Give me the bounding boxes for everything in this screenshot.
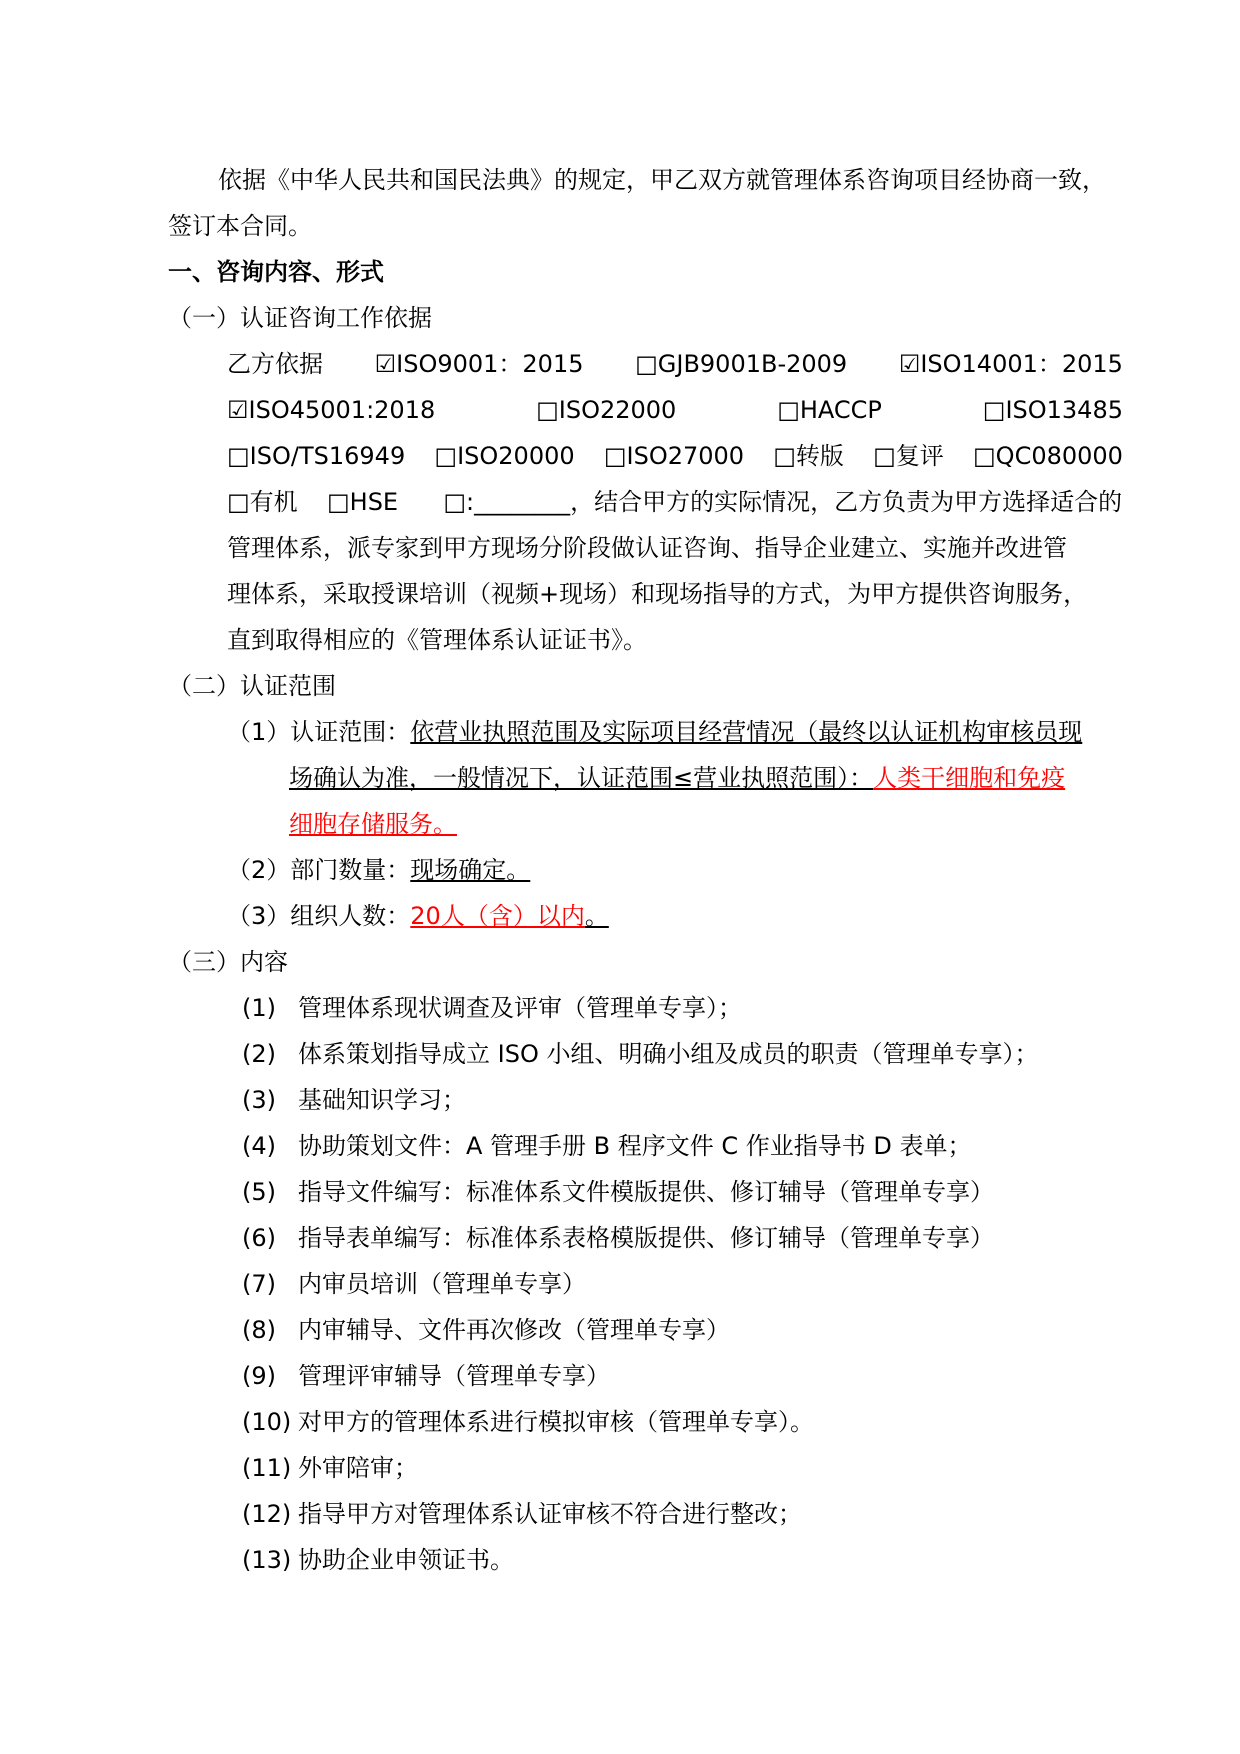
basis-para-line-3: 直到取得相应的《管理体系认证证书》。 [227,626,647,654]
list-item [242,1499,802,1529]
list-item-number: (6) [242,1224,276,1252]
list-item [242,993,742,1023]
checkbox-organic[interactable]: □有机 [227,488,298,516]
list-item [242,1361,610,1391]
basis-row-4-text: ，结合甲方的实际情况，乙方负责为甲方选择适合的 [570,488,1123,516]
intro-line-2: 签订本合同。 [168,212,312,240]
list-item-text: 内审员培训（管理单专享） [298,1270,586,1298]
scope-label: （1）认证范围： [227,718,411,746]
basis-row-4 [227,487,1122,517]
basis-row-1 [227,349,1123,379]
checkbox-iso20000[interactable]: □ISO20000 [434,442,575,470]
scope-red-text-1: 人类干细胞和免疫 [873,764,1066,792]
section-1-title: 一、咨询内容、形式 [168,258,384,286]
list-item-number: (4) [242,1132,276,1160]
list-item-number: (3) [242,1086,276,1114]
people-count-label: （3）组织人数： [227,902,411,930]
list-item-text: 基础知识学习； [298,1086,466,1114]
list-item [242,1223,994,1253]
sub-1-title: （一）认证咨询工作依据 [168,304,432,332]
scope-red-text-2: 细胞存储服务。 [289,810,457,838]
checkbox-iso22000[interactable]: □ISO22000 [536,396,677,424]
list-item-number: (2) [242,1040,276,1068]
list-item-text: 内审辅导、文件再次修改（管理单专享） [298,1316,730,1344]
scope-line-3 [289,809,457,839]
list-item [242,1453,418,1483]
basis-para-line-2: 理体系，采取授课培训（视频+现场）和现场指导的方式，为甲方提供咨询服务， [227,580,1088,608]
scope-text-1: 依营业执照范围及实际项目经营情况（最终以认证机构审核员现 [410,718,1083,746]
checkbox-gjb9001b[interactable]: □GJB9001B-2009 [635,350,848,378]
list-item-text: 指导甲方对管理体系认证审核不符合进行整改； [298,1500,802,1528]
list-item [242,1039,1038,1069]
list-item [242,1085,466,1115]
list-item-number: (8) [242,1316,276,1344]
list-item [242,1269,586,1299]
checkbox-iso14001[interactable]: ☑ISO14001：2015 [898,350,1123,378]
people-count-value: 20人（含）以内 [410,902,585,930]
checkbox-iso45001[interactable]: ☑ISO45001:2018 [227,396,436,424]
checkbox-iso27000[interactable]: □ISO27000 [603,442,745,470]
scope-line-1 [227,717,1082,747]
list-item [242,1545,514,1575]
list-item-number: (10) [242,1408,292,1436]
list-item-text: 体系策划指导成立 ISO 小组、明确小组及成员的职责（管理单专享）； [298,1040,1039,1068]
list-item [242,1131,972,1161]
dept-count-line [227,855,530,885]
basis-row-2 [227,395,1123,425]
basis-row-3 [227,441,1123,471]
list-item-text: 指导表单编写：标准体系表格模版提供、修订辅导（管理单专享） [298,1224,994,1252]
list-item-number: (1) [242,994,276,1022]
intro-line-1: 依据《中华人民共和国民法典》的规定，甲乙双方就管理体系咨询项目经协商一致， [218,166,1106,194]
checkbox-iso-ts16949[interactable]: □ISO/TS16949 [227,442,406,470]
checkbox-haccp[interactable]: □HACCP [777,396,882,424]
checkbox-hse[interactable]: □HSE [326,488,399,516]
checkbox-iso9001[interactable]: ☑ISO9001：2015 [374,350,584,378]
list-item-text: 协助企业申领证书。 [298,1546,514,1574]
checkbox-qc080000[interactable]: □QC080000 [973,442,1123,470]
scope-text-2: 场确认为准，一般情况下，认证范围≤营业执照范围）： [289,764,874,792]
list-item-number: (13) [242,1546,292,1574]
list-item-number: (11) [242,1454,292,1482]
list-item [242,1407,814,1437]
people-count-end: 。 [584,902,609,930]
scope-line-2 [289,763,1065,793]
checkbox-transfer[interactable]: □转版 [773,442,844,470]
sub-3-title: （三）内容 [168,948,288,976]
basis-label: 乙方依据 [227,350,323,378]
list-item-number: (5) [242,1178,276,1206]
list-item-number: (7) [242,1270,276,1298]
checkbox-other[interactable]: □:________ [443,488,571,516]
list-item-number: (12) [242,1500,292,1528]
list-item-number: (9) [242,1362,276,1390]
people-count-line [227,901,609,931]
checkbox-iso13485[interactable]: □ISO13485 [982,396,1123,424]
checkbox-recertify[interactable]: □复评 [873,442,944,470]
dept-count-value: 现场确定。 [410,856,531,884]
list-item [242,1177,994,1207]
list-item-text: 管理体系现状调查及评审（管理单专享）； [298,994,742,1022]
sub-2-title: （二）认证范围 [168,672,336,700]
dept-count-label: （2）部门数量： [227,856,411,884]
list-item-text: 管理评审辅导（管理单专享） [298,1362,610,1390]
list-item-text: 对甲方的管理体系进行模拟审核（管理单专享）。 [298,1408,814,1436]
basis-para-line-1: 管理体系，派专家到甲方现场分阶段做认证咨询、指导企业建立、实施并改进管 [227,534,1067,562]
list-item-text: 外审陪审； [298,1454,418,1482]
list-item-text: 指导文件编写：标准体系文件模版提供、修订辅导（管理单专享） [298,1178,994,1206]
list-item [242,1315,730,1345]
list-item-text: 协助策划文件：A 管理手册 B 程序文件 C 作业指导书 D 表单； [298,1132,972,1160]
